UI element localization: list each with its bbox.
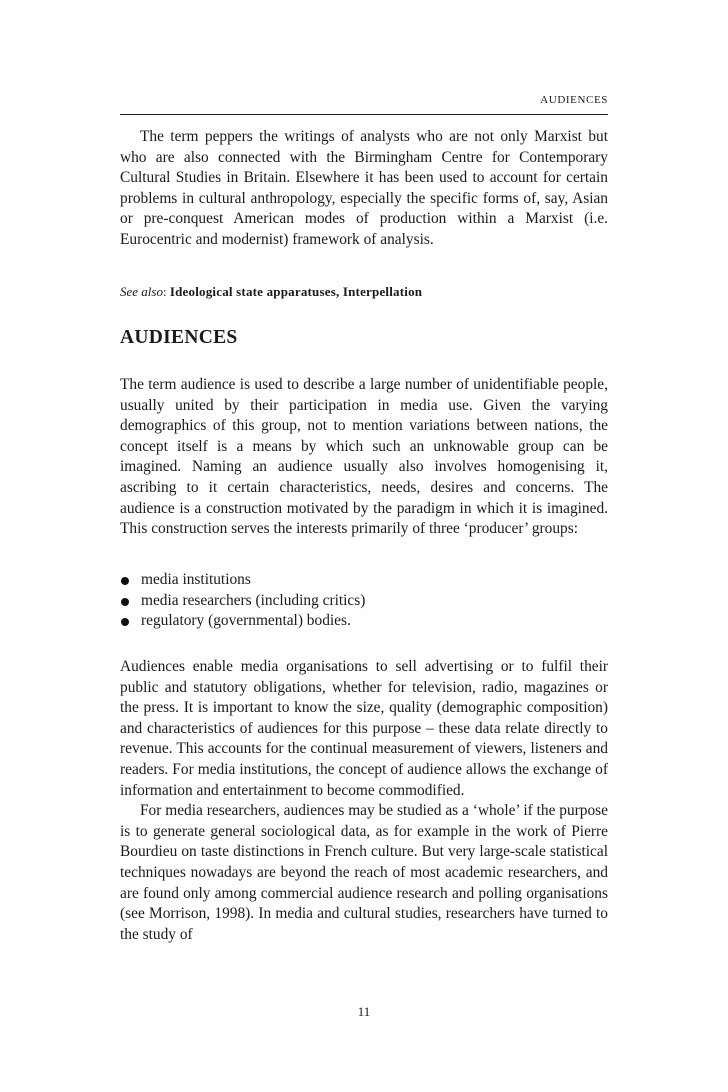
list-item — [120, 611, 365, 632]
running-head: AUDIENCES — [540, 94, 608, 106]
producer-groups-list — [120, 570, 365, 632]
see-also-references: Ideological state apparatuses, Interpellation — [169, 284, 423, 299]
paragraph-1: The term audience is used to describe a large number of unidentifiable people, usually united by their participation in media use. Given the varying demographics of this group, not to mention variations between nations, the concept itself is a means by which such an unknowable group can be imagined. Naming an audience usually also involves homogenising it, ascribing to it certain characteristics, needs, desires and concerns. The audience is a construction motivated by the paradigm in which it is imagined. This construction serves the interests primarily of three ‘producer’ groups: — [120, 376, 608, 538]
see-also-label: See also — [120, 284, 163, 299]
bullet-icon — [121, 577, 129, 585]
section-heading: AUDIENCES — [120, 327, 238, 348]
see-also-line — [120, 283, 422, 301]
list-item-text: regulatory (governmental) bodies. — [141, 612, 351, 630]
paragraph-3: For media researchers, audiences may be studied as a ‘whole’ if the purpose is to generate general sociological data, as for example in the work of Pierre Bourdieu on taste distinctions in French culture. But very large-scale statistical techniques nowadays are beyond the reach of most academic researchers, and are found only among commercial audience research and polling organisations (see Morrison, 1998). In media and cultural studies, researchers have turned to the study of — [120, 802, 608, 943]
section-block-1 — [120, 375, 608, 540]
list-item-text: media institutions — [141, 571, 251, 588]
bullet-icon — [121, 618, 129, 626]
header-rule — [120, 114, 608, 115]
list-item-text: media researchers (including critics) — [141, 591, 366, 609]
list-item — [120, 570, 365, 591]
page-number: 11 — [357, 1004, 371, 1019]
see-also-separator: : — [162, 284, 170, 299]
bullet-icon — [121, 598, 129, 606]
list-item — [120, 591, 365, 612]
intro-paragraph: The term peppers the writings of analysts who are not only Marxist but who are also connected with the Birmingham Centre for Contemporary Cultural Studies in Britain. Elsewhere it has been used to account for certain problems in cultural anthropology, especially the specific forms of, say, Asian or pre-conquest American modes of production within a Marxist (i.e. Eurocentric and modernist) framework of analysis. — [120, 128, 608, 248]
section-block-2 — [120, 657, 608, 945]
paragraph-2: Audiences enable media organisations to sell advertising or to fulfil their public and statutory obligations, whether for television, radio, magazines or the press. It is important to know the size, quality (demographic composition) and characteristics of audiences for this purpose – these data relate directly to revenue. This accounts for the continual measurement of viewers, listeners and readers. For media institutions, the concept of audience allows the exchange of information and entertainment to become commodified. — [120, 658, 608, 799]
intro-block — [120, 127, 608, 251]
